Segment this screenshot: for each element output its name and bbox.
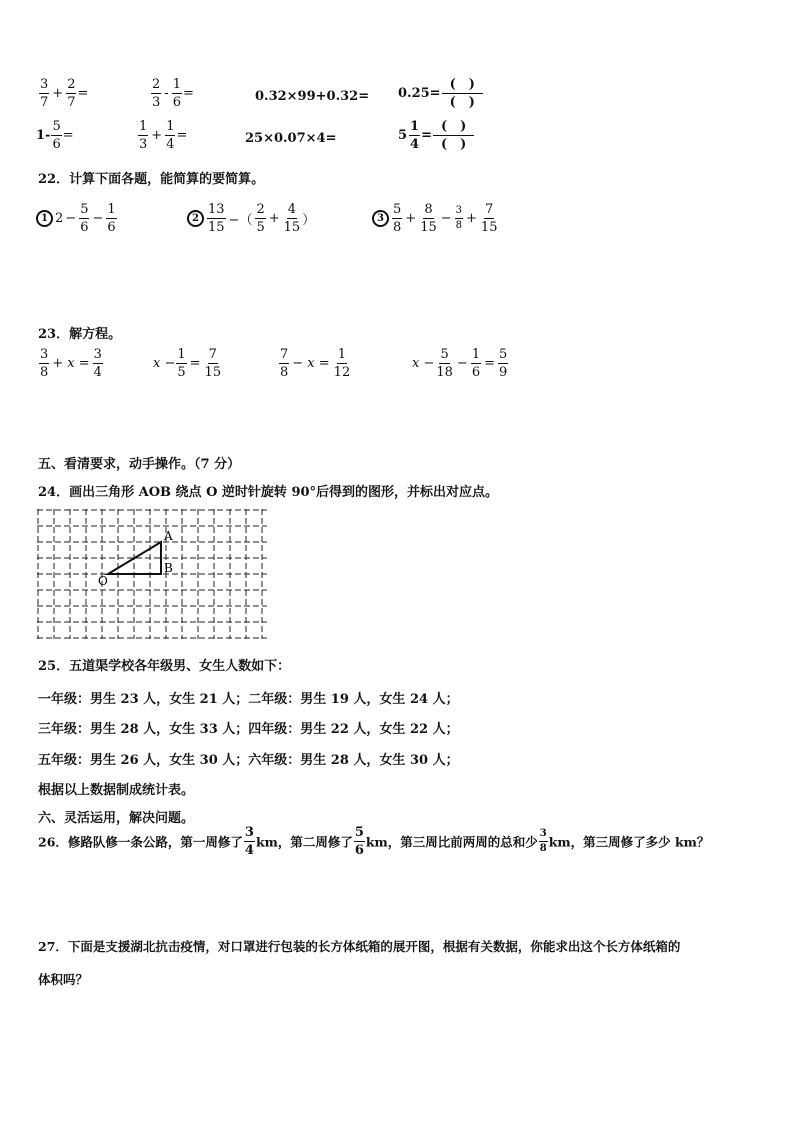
q23-equation-1: $\frac{3}{8}$ + x = $\frac{3}{4}$ [40,347,102,380]
q22-problem-2: 2 $\frac{13}{15}$ −（ $\frac{2}{5}$ + $\frac{4}{15}$ ） [187,203,315,234]
q26-problem: 26．修路队修一条公路，第一周修了 $\frac{3}{4}$ km，第二周修了 $\frac{5}{6}$ km，第三周比前两周的总和少 $\frac{3}{8}$ km，第三周修了多少 km？ [38,825,710,858]
expr-row1-a: $\frac{3}{7}$ + $\frac{2}{7}$ = [40,77,89,110]
rotation-grid-figure [36,508,270,642]
label-a: A [164,529,173,543]
expr-row1-d: 0.25= $\frac{( )}{( )}$ [398,78,484,109]
q25-title: 25．五道渠学校各年级男、女生人数如下： [38,659,291,674]
q22-title: 22．计算下面各题，能简算的要简算。 [38,172,265,187]
expr-row2-b: $\frac{1}{3}$ + $\frac{1}{4}$ = [139,119,188,152]
expr-row2-a: 1- $\frac{5}{6}$ = [36,119,74,152]
q22-problem-1: 1 2 − $\frac{5}{6}$ − $\frac{1}{6}$ [36,203,118,234]
q23-title: 23．解方程。 [38,327,122,342]
q27-line-2: 体积吗？ [38,972,89,987]
q23-equation-2: x − $\frac{1}{5}$ = $\frac{7}{15}$ [153,347,222,380]
expr-row2-d: 5 $\frac{1}{4}$ = $\frac{( )}{( )}$ [398,120,475,151]
q23-equation-4: x − $\frac{5}{18}$ − $\frac{1}{6}$ = $\frac{5}{9}$ [412,347,508,380]
q25-line-3: 五年级：男生 26 人，女生 30 人；六年级：男生 28 人，女生 30 人； [38,753,459,768]
q22-problem-3: 3 $\frac{5}{8}$ + $\frac{8}{15}$ − $\frac{3}{8}$ + $\frac{7}{15}$ [372,203,499,234]
label-o: O [98,574,108,588]
section-5-heading: 五、看清要求，动手操作。（7 分） [38,457,241,472]
expr-row2-c: 25×0.07×4= [245,131,337,146]
q24-title: 24．画出三角形 AOB 绕点 O 逆时针旋转 90°后得到的图形，并标出对应点。 [38,485,499,500]
section-6-heading: 六、灵活运用，解决问题。 [38,811,195,826]
q27-line-1: 27．下面是支援湖北抗击疫情，对口罩进行包装的长方体纸箱的展开图，根据有关数据，你能求出这个长方体纸箱的 [38,939,681,954]
q23-equation-3: $\frac{7}{8}$ − x = $\frac{1}{12}$ [280,347,351,380]
q25-line-4: 根据以上数据制成统计表。 [38,783,195,798]
q25-line-1: 一年级：男生 23 人，女生 21 人；二年级：男生 19 人，女生 24 人； [38,692,459,707]
q25-line-2: 三年级：男生 28 人，女生 33 人；四年级：男生 22 人，女生 22 人； [38,722,459,737]
label-b: B [164,561,173,575]
expr-row1-c: 0.32×99+0.32= [255,89,370,104]
expr-row1-b: $\frac{2}{3}$ - $\frac{1}{6}$ = [152,77,194,110]
